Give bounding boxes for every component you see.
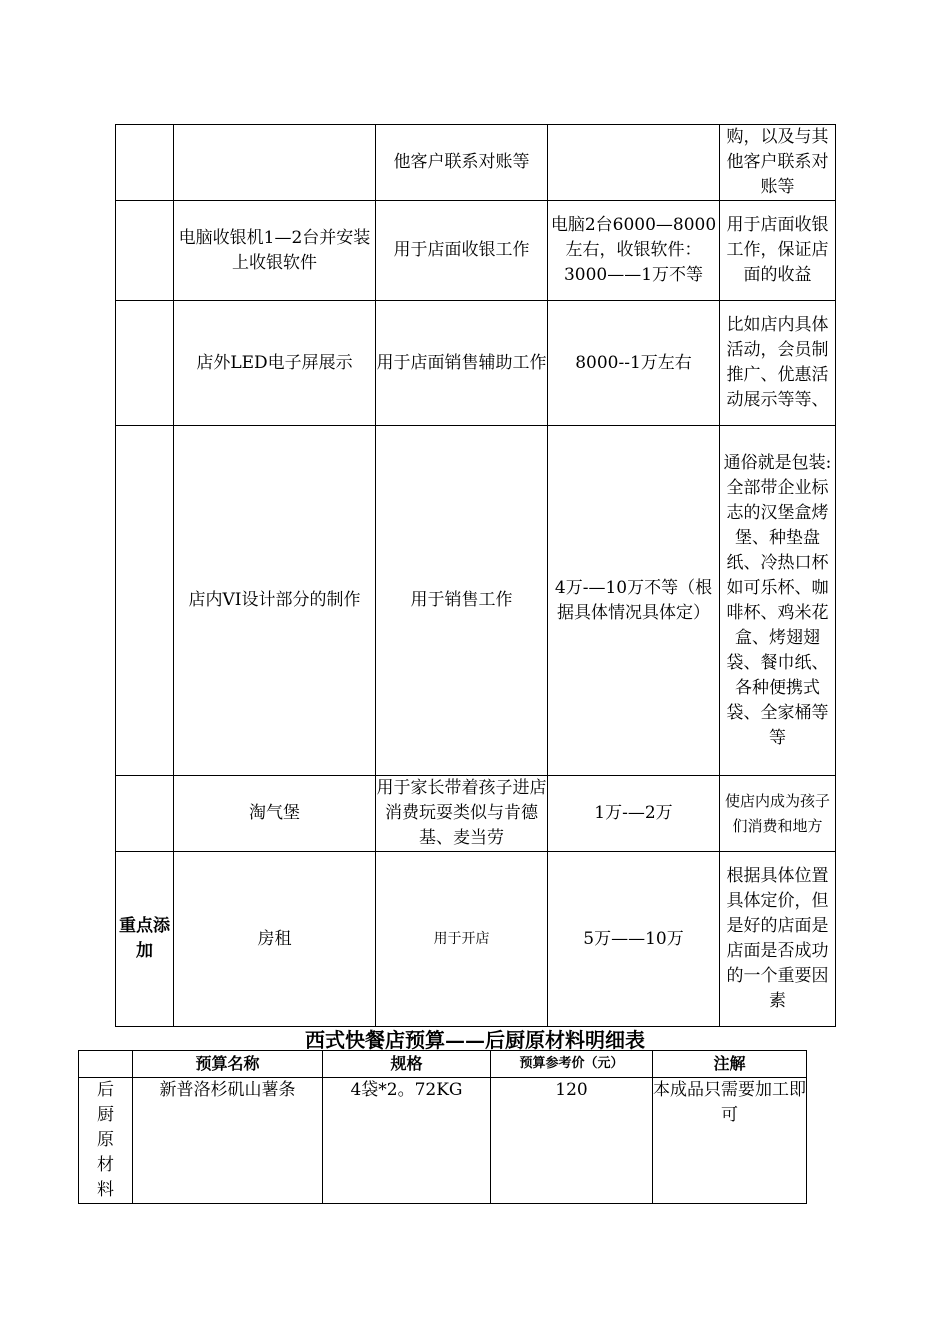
table-cell: 新普洛杉矶山薯条: [133, 1078, 323, 1204]
table-cell: 用于店面销售辅助工作: [376, 301, 548, 426]
table-cell: [174, 125, 376, 201]
category-cell: [79, 1078, 133, 1204]
equipment-budget-table: [115, 124, 836, 1027]
table-cell: 重点添加: [116, 852, 174, 1027]
table-header: 预算名称: [133, 1051, 323, 1078]
table-cell: 用于开店: [376, 852, 548, 1027]
table-header: [79, 1051, 133, 1078]
table-header: 规格: [323, 1051, 491, 1078]
table-cell: [116, 201, 174, 301]
table-cell: 4万-—10万不等（根据具体情况具体定）: [548, 426, 720, 776]
table-row: [116, 125, 836, 201]
table-header: 预算参考价（元）: [491, 1051, 653, 1078]
table-cell: 房租: [174, 852, 376, 1027]
table-cell: [116, 776, 174, 852]
table-cell: 根据具体位置具体定价，但是好的店面是店面是否成功的一个重要因素: [720, 852, 836, 1027]
table-row: [116, 426, 836, 776]
table-cell: 使店内成为孩子们消费和地方: [720, 776, 836, 852]
table-header: 注解: [653, 1051, 807, 1078]
table-cell: 5万——10万: [548, 852, 720, 1027]
table-cell: [116, 426, 174, 776]
table-row: [79, 1078, 807, 1204]
table-cell: 电脑2台6000—8000左右，收银软件：3000——1万不等: [548, 201, 720, 301]
table-cell: 电脑收银机1—2台并安装上收银软件: [174, 201, 376, 301]
table-cell: 用于店面收银工作，保证店面的收益: [720, 201, 836, 301]
table-row: [116, 852, 836, 1027]
table-cell: 淘气堡: [174, 776, 376, 852]
table-cell: 他客户联系对账等: [376, 125, 548, 201]
table-cell: 8000--1万左右: [548, 301, 720, 426]
table-cell: 用于家长带着孩子进店消费玩耍类似与肯德基、麦当劳: [376, 776, 548, 852]
table-cell: 店外LED电子屏展示: [174, 301, 376, 426]
table-cell: 通俗就是包装:全部带企业标志的汉堡盒烤堡、种垫盘纸、冷热口杯如可乐杯、咖啡杯、鸡米花盒、烤翅翅袋、餐巾纸、各种便携式袋、全家桶等等: [720, 426, 836, 776]
table-row: [116, 201, 836, 301]
table-title: 西式快餐店预算——后厨原材料明细表: [305, 1028, 645, 1052]
table-cell: 本成品只需要加工即可: [653, 1078, 807, 1204]
table-cell: 比如店内具体活动，会员制推广、优惠活动展示等等、: [720, 301, 836, 426]
table-cell: 120: [491, 1078, 653, 1204]
table-cell: [116, 301, 174, 426]
table-cell: 1万-—2万: [548, 776, 720, 852]
table-header-row: [79, 1051, 807, 1078]
kitchen-materials-table: [78, 1050, 807, 1204]
table-cell: 用于销售工作: [376, 426, 548, 776]
table-cell: 店内VI设计部分的制作: [174, 426, 376, 776]
table-row: [116, 776, 836, 852]
table-cell: [548, 125, 720, 201]
table-cell: [116, 125, 174, 201]
table-cell: 4袋*2。72KG: [323, 1078, 491, 1204]
table-cell: 用于店面收银工作: [376, 201, 548, 301]
table-cell: 购，以及与其他客户联系对账等: [720, 125, 836, 201]
table-row: [116, 301, 836, 426]
category-label: 后厨原材料: [97, 1080, 114, 1200]
